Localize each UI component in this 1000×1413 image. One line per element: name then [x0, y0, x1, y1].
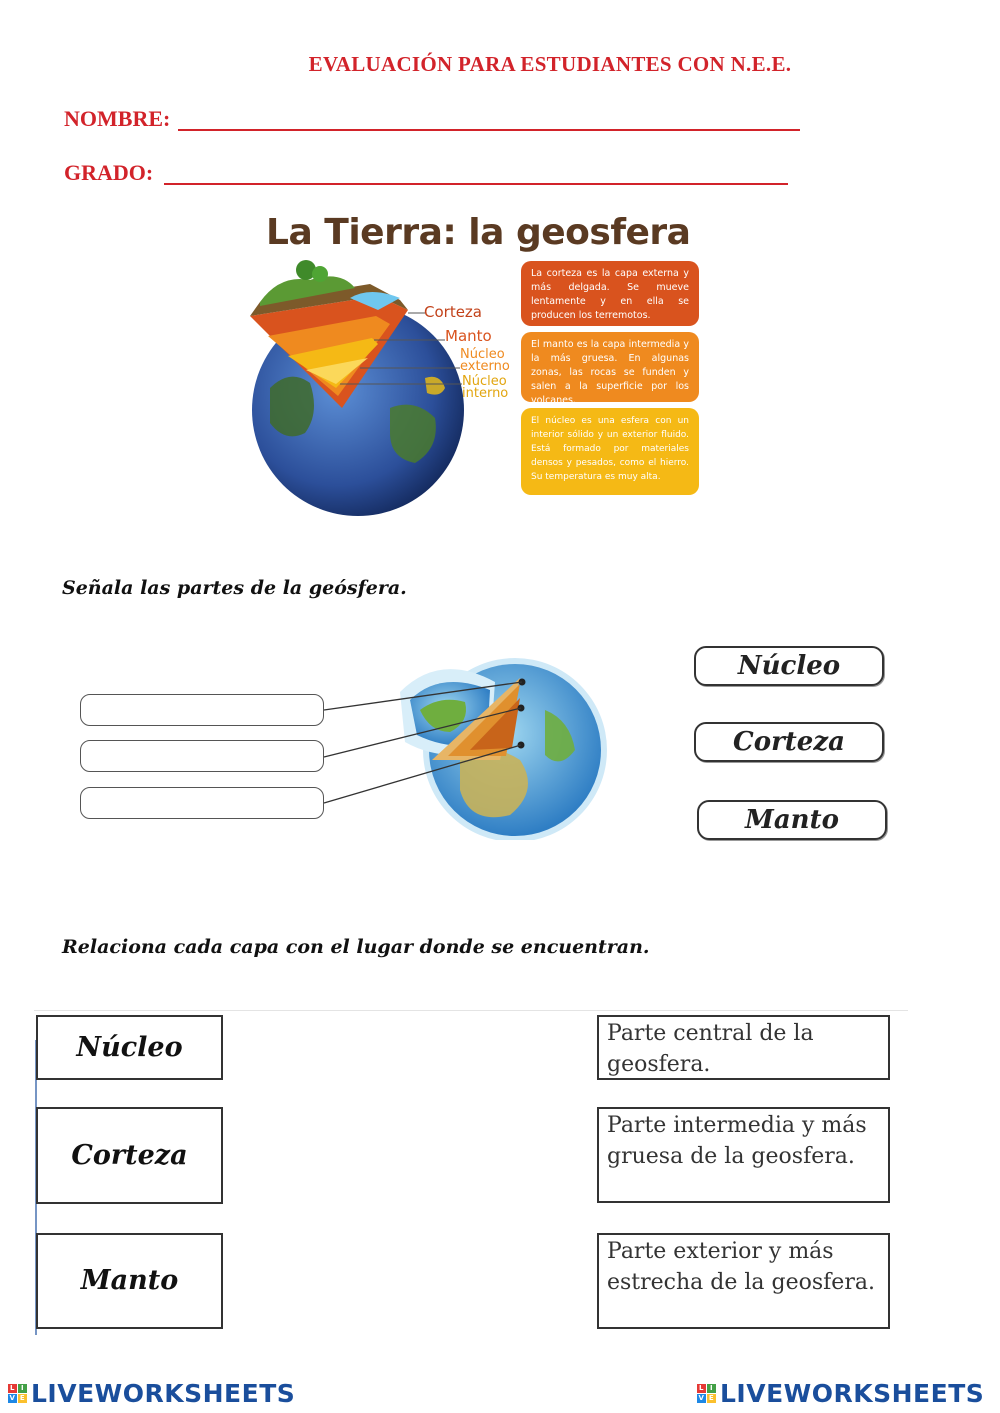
layer-label-outer-core: Núcleo externo: [460, 347, 510, 374]
term-nucleo[interactable]: Núcleo: [36, 1015, 223, 1080]
brand-right: [697, 1379, 984, 1408]
worksheet-title: EVALUACIÓN PARA ESTUDIANTES CON N.E.E.: [308, 52, 792, 76]
layer-label-mantle: Manto: [445, 327, 492, 345]
option-nucleo[interactable]: Núcleo: [694, 646, 884, 686]
brand-left: [8, 1379, 295, 1408]
grade-line[interactable]: [164, 183, 788, 185]
earth-layers-diagram: [320, 640, 620, 840]
exercise1-instruction: Señala las partes de la geósfera.: [62, 577, 407, 599]
liveworksheets-logo-icon: L I V E: [9, 1384, 26, 1402]
crust-info-box: La corteza es la capa externa y más delgada. Se mueve lentamente y en ella se producen los terremotos.: [521, 261, 699, 326]
name-line[interactable]: [178, 129, 800, 131]
name-label: NOMBRE:: [64, 106, 171, 131]
option-manto[interactable]: Manto: [697, 800, 887, 840]
mantle-info-box: El manto es la capa intermedia y la más gruesa. En algunas zonas, las rocas se funden y salen a la superficie por los volcanes.: [521, 332, 699, 402]
exercise2-instruction: Relaciona cada capa con el lugar donde se encuentran.: [62, 936, 650, 958]
definition-exterior[interactable]: Parte exterior y más estrecha de la geosfera.: [597, 1233, 890, 1329]
term-manto[interactable]: Manto: [36, 1233, 223, 1329]
answer-blank-1[interactable]: [80, 694, 324, 726]
brand-left-text: LIVEWORKSHEETS: [31, 1379, 296, 1408]
layer-label-crust: Corteza: [424, 303, 482, 321]
term-corteza[interactable]: Corteza: [36, 1107, 223, 1204]
definition-central[interactable]: Parte central de la geosfera.: [597, 1015, 890, 1080]
definition-intermedia[interactable]: Parte intermedia y más gruesa de la geosfera.: [597, 1107, 890, 1203]
answer-blank-2[interactable]: [80, 740, 324, 772]
option-corteza[interactable]: Corteza: [694, 722, 884, 762]
layer-label-inner-core: Núcleo interno: [462, 374, 509, 401]
divider: [34, 1010, 908, 1011]
core-info-box: El núcleo es una esfera con un interior sólido y un exterior fluido. Está formado por materiales densos y pesados, como el hierro. Su temperatura es muy alta.: [521, 408, 699, 495]
infographic-title: La Tierra: la geosfera: [266, 212, 691, 253]
answer-blank-3[interactable]: [80, 787, 324, 819]
brand-right-text: LIVEWORKSHEETS: [720, 1379, 985, 1408]
liveworksheets-logo-icon: L I V E: [698, 1384, 715, 1402]
grade-label: GRADO:: [64, 160, 154, 185]
